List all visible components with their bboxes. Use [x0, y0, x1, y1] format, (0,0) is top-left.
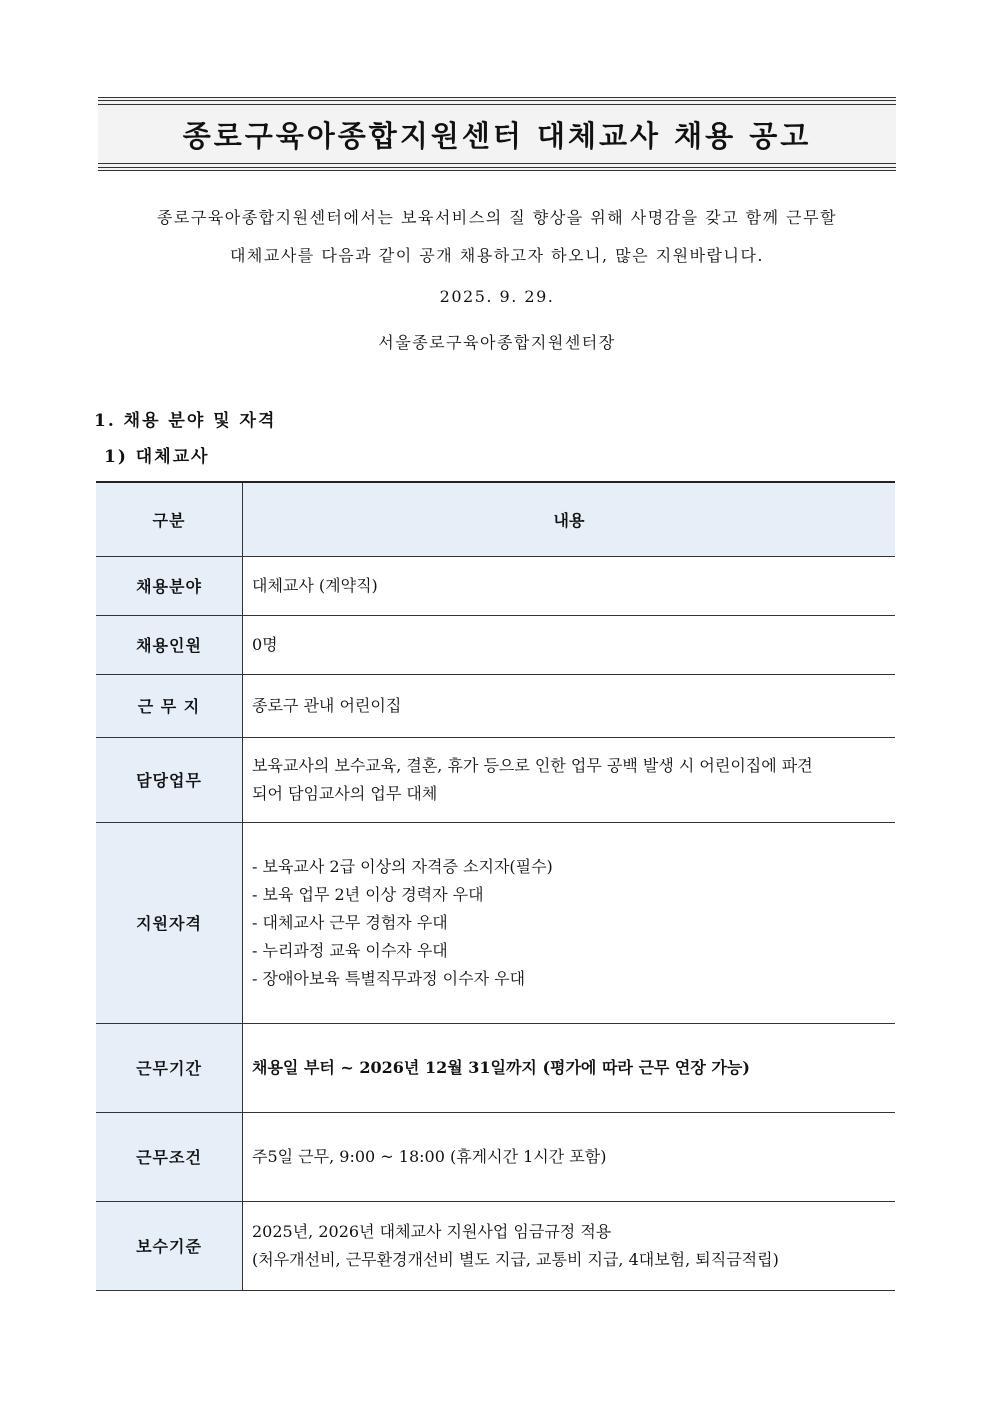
row-content [243, 674, 896, 737]
announcement-date: 2025. 9. 29. [439, 287, 555, 306]
row-content [243, 615, 896, 674]
row-label: 근 무 지 [96, 674, 243, 737]
row-line: - 누리과정 교육 이수자 우대 [252, 940, 448, 960]
row-label: 근무조건 [96, 1112, 243, 1201]
row-label: 담당업무 [96, 737, 243, 822]
table-row [96, 737, 895, 822]
subsection-heading: 1) 대체교사 [104, 447, 210, 467]
document-title: 종로구육아종합지원센터 대체교사 채용 공고 [182, 118, 812, 153]
row-label: 보수기준 [96, 1201, 243, 1290]
table-row [96, 674, 895, 737]
row-label: 채용인원 [96, 615, 243, 674]
intro-line-1: 종로구육아종합지원센터에서는 보육서비스의 질 향상을 위해 사명감을 갖고 함께 근무할 [156, 208, 838, 227]
row-line: 종로구 관내 어린이집 [252, 695, 402, 715]
intro-line-2: 대체교사를 다음과 같이 공개 채용하고자 하오니, 많은 지원바랍니다. [229, 246, 765, 265]
table-row [96, 1201, 895, 1290]
issuer: 서울종로구육아종합지원센터장 [378, 333, 616, 352]
row-content [243, 1201, 896, 1290]
row-line: - 보육교사 2급 이상의 자격증 소지자(필수) [252, 856, 553, 876]
row-line: 보육교사의 보수교육, 결혼, 휴가 등으로 인한 업무 공백 발생 시 어린이집에 파견 [252, 755, 813, 775]
table-header-row [96, 482, 895, 556]
row-line: 되어 담임교사의 업무 대체 [252, 783, 438, 803]
row-line: 대체교사 (계약직) [252, 575, 378, 595]
header-category: 구분 [96, 482, 243, 556]
table-row [96, 822, 895, 1023]
row-label: 채용분야 [96, 556, 243, 615]
row-label: 지원자격 [96, 822, 243, 1023]
row-line: (처우개선비, 근무환경개선비 별도 지급, 교통비 지급, 4대보험, 퇴직금적립) [252, 1249, 779, 1269]
table-row [96, 1112, 895, 1201]
table-row [96, 615, 895, 674]
row-line: - 보육 업무 2년 이상 경력자 우대 [252, 884, 484, 904]
row-line: - 대체교사 근무 경험자 우대 [252, 912, 448, 932]
row-content [243, 822, 896, 1023]
row-content [243, 1112, 896, 1201]
row-line: 0명 [252, 634, 278, 654]
row-content [243, 1023, 896, 1112]
row-line: 채용일 부터 ~ 2026년 12월 31일까지 (평가에 따라 근무 연장 가능) [252, 1057, 750, 1077]
recruitment-table [96, 481, 895, 1291]
header-content: 내용 [243, 482, 896, 556]
row-line: 주5일 근무, 9:00 ~ 18:00 (휴게시간 1시간 포함) [252, 1146, 607, 1166]
row-line: - 장애아보육 특별직무과정 이수자 우대 [252, 968, 526, 988]
row-line: 2025년, 2026년 대체교사 지원사업 임금규정 적용 [252, 1221, 612, 1241]
table-row [96, 556, 895, 615]
row-label: 근무기간 [96, 1023, 243, 1112]
table-row [96, 1023, 895, 1112]
row-content [243, 737, 896, 822]
section-heading: 1. 채용 분야 및 자격 [94, 411, 277, 431]
row-content [243, 556, 896, 615]
title-box [98, 97, 896, 171]
